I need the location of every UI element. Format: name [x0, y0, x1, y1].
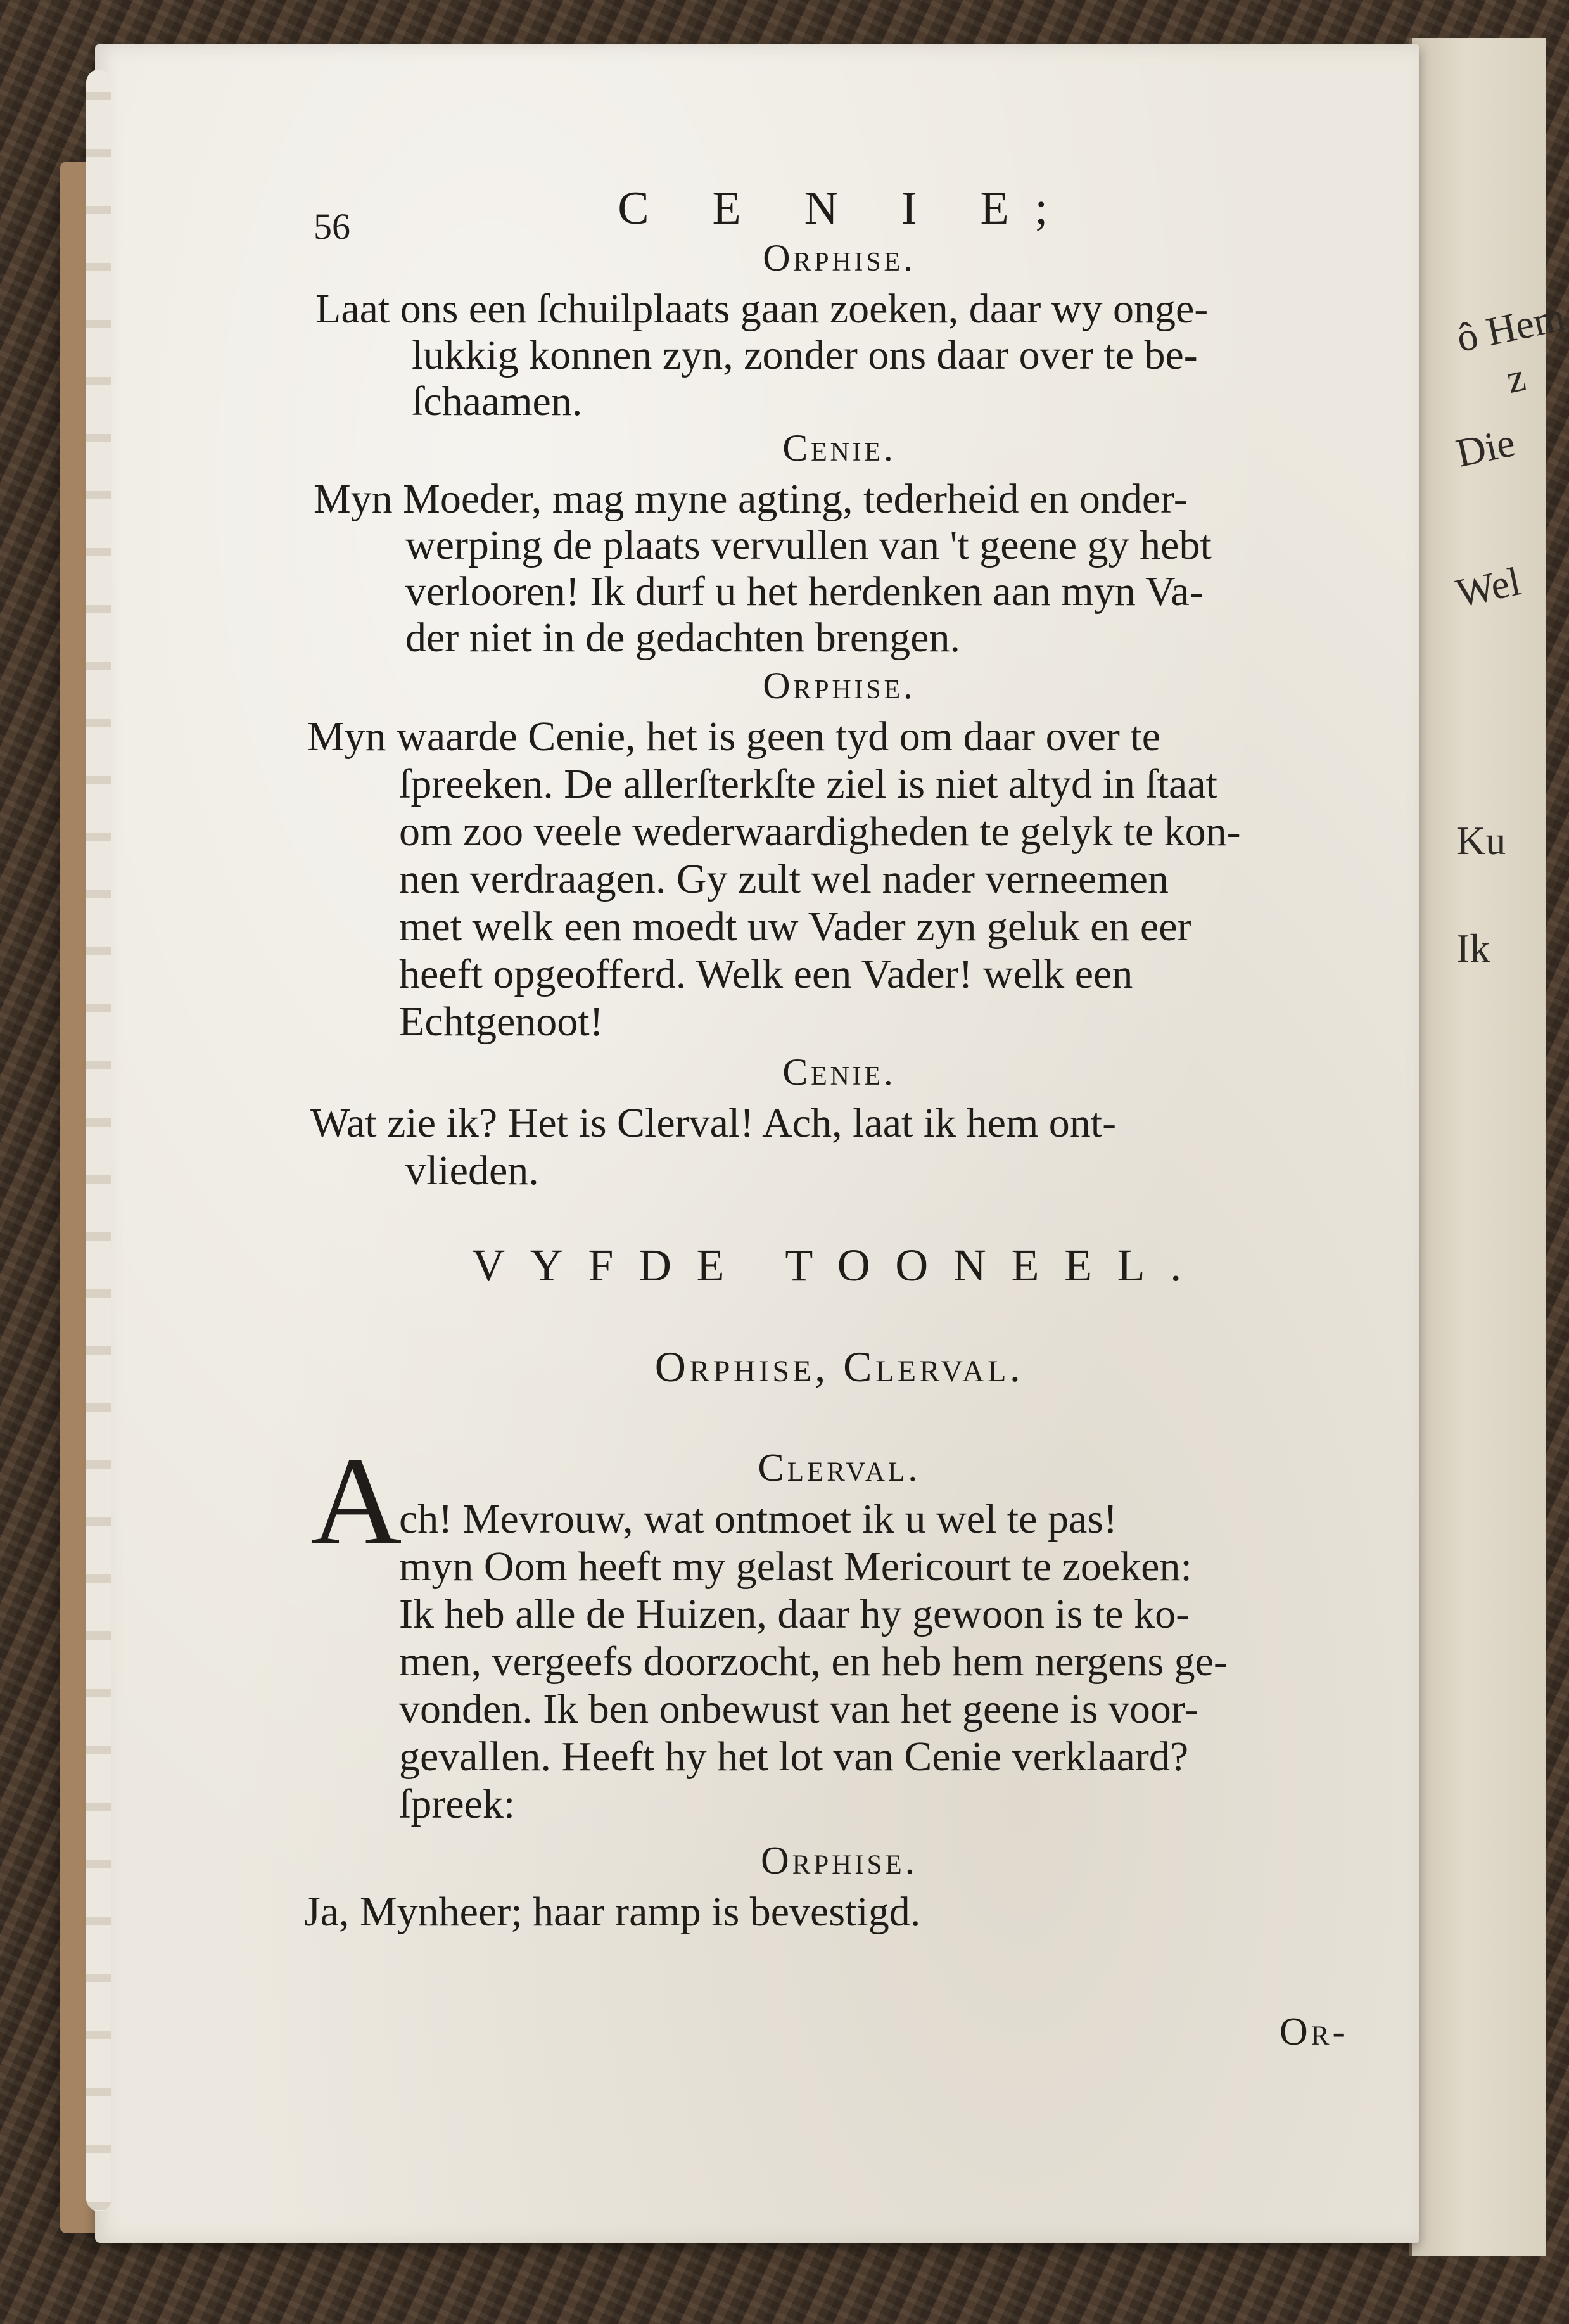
speech-line: gevallen. Heeft hy het lot van Cenie verklaard? — [399, 1733, 1189, 1780]
speech-line: werping de plaats vervullen van 't geene gy hebt — [405, 522, 1212, 568]
speech-line: Myn waarde Cenie, het is geen tyd om daar over te — [307, 713, 1161, 760]
speech-line: met welk een moedt uw Vader zyn geluk en eer — [399, 903, 1191, 950]
speaker-name: Orphise. — [763, 665, 916, 706]
facing-page-fragment: Wel — [1452, 558, 1525, 616]
drop-cap: A — [310, 1431, 402, 1571]
speech-line: nen verdraagen. Gy zult wel nader verneemen — [399, 856, 1169, 902]
speech-line: ſchaamen. — [412, 378, 583, 425]
scene-cast: Orphise, Clerval. — [654, 1343, 1024, 1391]
speech-line: Ik heb alle de Huizen, daar hy gewoon is te ko- — [399, 1591, 1190, 1637]
speech-line: Myn Moeder, mag myne agting, tederheid en onder- — [314, 476, 1188, 522]
speech-line: Ja, Mynheer; haar ramp is bevestigd. — [304, 1889, 921, 1935]
speech-line: myn Oom heeft my gelast Mericourt te zoeken: — [399, 1543, 1192, 1590]
facing-page-fragment: ô Hem — [1452, 293, 1569, 361]
speech-line: der niet in de gedachten brengen. — [405, 615, 960, 661]
speaker-name: Clerval. — [758, 1446, 921, 1490]
speaker-name: Cenie. — [782, 427, 896, 469]
speech-line: vonden. Ik ben onbewust van het geene is voor- — [399, 1686, 1198, 1732]
speech-line: Echtgenoot! — [399, 999, 604, 1045]
speech-line: men, vergeefs doorzocht, en heb hem nergens ge- — [399, 1638, 1228, 1685]
speaker-name: Cenie. — [782, 1051, 896, 1093]
facing-page-fragment: z — [1502, 354, 1530, 402]
speech-line: vlieden. — [405, 1147, 539, 1194]
speech-line: lukkig konnen zyn, zonder ons daar over te be- — [412, 332, 1198, 378]
page-number: 56 — [314, 206, 350, 247]
speech-line: ſpreeken. De allerſterkſte ziel is niet altyd in ſtaat — [399, 761, 1217, 807]
speech-line: verlooren! Ik durf u het herdenken aan myn Va- — [405, 568, 1204, 615]
book-page — [95, 44, 1419, 2243]
speech-line: heeft opgeofferd. Welk een Vader! welk een — [399, 951, 1133, 997]
running-title: C E N I E; — [618, 182, 1074, 234]
facing-page-edge — [1409, 38, 1569, 2256]
facing-page-fragment: Ik — [1456, 926, 1490, 971]
speech-line: Laat ons een ſchuilplaats gaan zoeken, daar wy onge- — [315, 286, 1209, 332]
facing-page-fragment: Ku — [1456, 818, 1506, 863]
catchword: Or- — [1280, 2010, 1349, 2053]
speech-line: om zoo veele wederwaardigheden te gelyk te kon- — [399, 808, 1241, 855]
page-text — [95, 44, 1419, 2243]
facing-page-fragment: Die — [1452, 419, 1519, 476]
speaker-name: Orphise. — [760, 1839, 918, 1882]
speech-line: Wat zie ik? Het is Clerval! Ach, laat ik hem ont- — [310, 1100, 1117, 1146]
speaker-name: Orphise. — [763, 237, 916, 279]
scene-heading: VYFDE TOONEEL. — [472, 1240, 1207, 1291]
speech-line: ch! Mevrouw, wat ontmoet ik u wel te pas! — [399, 1496, 1117, 1542]
speech-line: ſpreek: — [399, 1781, 516, 1827]
